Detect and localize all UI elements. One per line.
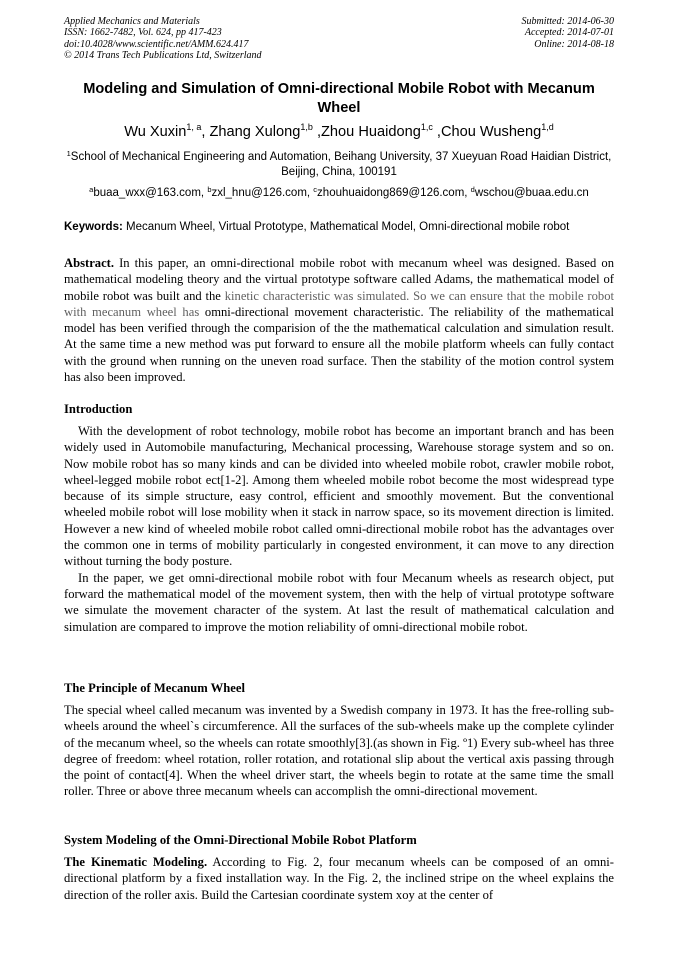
email-mark: a — [89, 185, 94, 194]
author-affil-mark: 1,d — [541, 122, 554, 132]
email-separator: , — [200, 187, 208, 199]
abstract-text: In this paper, an omni-directional mobile robot with mecanum wheel was designed. Based on mathematical modeling theory and the virtual prototype software called Adams, the mathematical model of mobile robot was built and the — [64, 256, 614, 303]
paragraph: With the development of robot technology, mobile robot has become an important branch and has been widely used in Automobile manufacturing, Mechanical processing, Warehouse storage system and so on. Now mobile robot has so many kinds and can be divided into wheeled mobile robot, crawler mobile robot, wheel-legged mobile robot ect[1-2]. Among them wheeled mobile robot become the most widespread type because of its simple structure, easy control, efficient and smoothly movement. But the conventional wheeled mobile robot will lose mobility when it stack in narrow space, so its movement direction is limited. However a new kind of wheeled mobile robot called omni-directional mobile robot has the advantages over the common one in terms of mobility particularly in congested environment, it can move to any direction without turning the body posture. — [64, 424, 614, 569]
author-name: Chou Wusheng — [440, 124, 542, 140]
author-affil-mark: 1,c — [420, 122, 433, 132]
abstract — [64, 255, 614, 385]
author-name: Wu Xuxin — [124, 124, 187, 140]
paper-title: Modeling and Simulation of Omni-directional Mobile Robot with Mecanum Wheel — [83, 81, 595, 116]
copyright-line: © 2014 Trans Tech Publications Ltd, Switzerland — [64, 50, 262, 62]
accepted-date: Accepted: 2014-07-01 — [524, 27, 614, 39]
email-mark: c — [313, 185, 318, 194]
author-emails — [64, 186, 614, 201]
section-heading-system-modeling: System Modeling of the Omni-Directional Mobile Robot Platform — [64, 833, 417, 847]
author-separator: , — [201, 124, 210, 140]
abstract-text: omni-directional movement characteristic. The reliability of the mathematical model has been verified through the comparision of the the mathematical calculation and simulation result. At the same time a new method was put forward to ensure all the mobile platform wheels can fully contact with the ground when running on the uneven road surface. Then the stability of the motion control system has also been improved. — [64, 304, 615, 385]
journal-name: Applied Mechanics and Materials — [64, 16, 200, 27]
abstract-label: Abstract. — [64, 256, 115, 270]
affiliation — [64, 150, 614, 180]
section-heading-principle: The Principle of Mecanum Wheel — [64, 681, 245, 695]
section-system-modeling — [64, 854, 614, 903]
publication-dates — [414, 16, 614, 50]
paragraph — [64, 854, 614, 903]
submitted-date: Submitted: 2014-06-30 — [521, 16, 614, 27]
abstract-text-highlight: kinetic characteristic was simulated. So we can ensure that the mobile robot with mecanum wheel has — [64, 288, 614, 319]
paragraph-text: According to Fig. 2, four mecanum wheels can be composed of an omni-directional platform by a fixed installation way. In the Fig. 2, the inclined stripe on the wheel explains the direction of the roller axis. Build the Cartesian coordinate system xoy at the center of — [64, 855, 614, 902]
affiliation-text: School of Mechanical Engineering and Automation, Beihang University, 37 Xueyuan Road Haidian District, Beijing, China, 100191 — [70, 151, 612, 178]
journal-info — [64, 16, 364, 62]
email-mark: d — [470, 185, 475, 194]
doi-line: doi:10.4028/www.scientific.net/AMM.624.417 — [64, 38, 249, 50]
issn-line: ISSN: 1662-7482, Vol. 624, pp 417-423 — [64, 27, 222, 39]
affiliation-mark: 1 — [66, 149, 71, 158]
paragraph: In the paper, we get omni-directional mobile robot with four Mecanum wheels as research object, put forward the mathematical model of the movement system, then with the help of virtual prototype software we simulate the movement character of the system. At last the result of mathematical calculation and simulation are compared to improve the motion reliability of omni-directional mobile robot. — [64, 570, 614, 634]
author-separator: , — [312, 124, 322, 140]
keywords-label: Keywords: — [64, 221, 123, 233]
email-address: buaa_wxx@163.com — [93, 187, 201, 199]
section-introduction — [64, 423, 614, 635]
author-name: Zhou Huaidong — [321, 124, 421, 140]
section-principle — [64, 702, 614, 800]
email-separator: , — [464, 187, 471, 199]
author-affil-mark: 1, a — [186, 122, 202, 132]
paragraph: The special wheel called mecanum was invented by a Swedish company in 1973. It has the free-rolling sub-wheels around the wheel`s circumference. All the surfaces of the sub-wheels make up the complete cylinder of the mecanum wheel, so the wheels can rotate smoothly[3].(as shown in Fig. º1) Every sub-wheel has three degree of freedom: wheel rotation, roller rotation, and rotational slip about the vertical axis passing through the point of contact[4]. When the wheel driver start, the wheels begin to rotate at the same time the small roller. Three or above three mecanum wheels can accomplish the omni-directional movement. — [64, 703, 614, 799]
email-mark: b — [207, 185, 212, 194]
keywords-text: Mecanum Wheel, Virtual Prototype, Mathematical Model, Omni-directional mobile robot — [126, 221, 570, 233]
author-separator: , — [432, 124, 441, 140]
author-affil-mark: 1,b — [300, 122, 313, 132]
email-address: zhouhuaidong869@126.com — [317, 187, 465, 199]
email-address: wschou@buaa.edu.cn — [474, 187, 589, 199]
section-heading-introduction: Introduction — [64, 402, 133, 416]
email-separator: , — [306, 187, 314, 199]
subsection-runin-heading: The Kinematic Modeling. — [64, 855, 208, 869]
author-name: Zhang Xulong — [209, 124, 301, 140]
keywords — [64, 220, 624, 235]
email-address: zxl_hnu@126.com — [211, 187, 307, 199]
online-date: Online: 2014-08-18 — [534, 38, 614, 50]
author-list — [64, 122, 614, 142]
